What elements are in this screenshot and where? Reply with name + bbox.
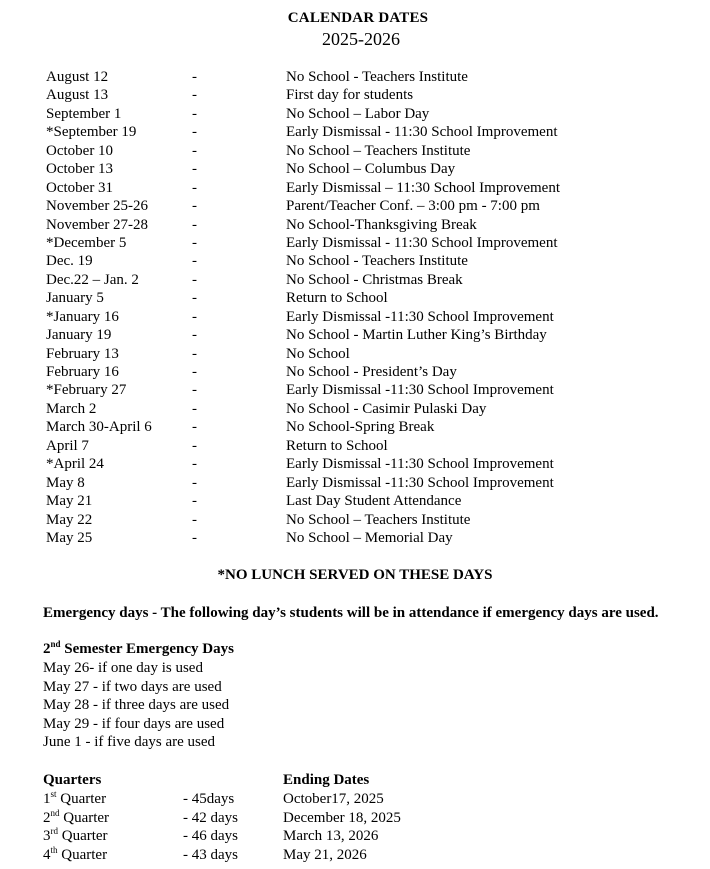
quarter-days: - 46 days bbox=[183, 828, 238, 844]
quarter-row bbox=[0, 790, 710, 809]
event-description: Parent/Teacher Conf. – 3:00 pm - 7:00 pm bbox=[286, 198, 540, 215]
event-row bbox=[0, 418, 710, 436]
event-date: Dec. 19 bbox=[46, 253, 93, 270]
event-row bbox=[0, 437, 710, 455]
event-date: March 30-April 6 bbox=[46, 419, 152, 436]
event-date: October 31 bbox=[46, 179, 114, 196]
event-date: Dec.22 – Jan. 2 bbox=[46, 271, 139, 288]
event-separator: - bbox=[192, 69, 197, 85]
emergency-days-list bbox=[43, 659, 229, 752]
event-separator: - bbox=[192, 271, 197, 288]
event-date: May 21 bbox=[46, 493, 93, 510]
event-description: Return to School bbox=[286, 290, 388, 307]
event-row bbox=[0, 86, 710, 104]
event-description: No School - President’s Day bbox=[286, 364, 457, 380]
event-separator: - bbox=[192, 364, 197, 380]
event-separator: - bbox=[192, 400, 197, 417]
event-separator: - bbox=[192, 253, 197, 270]
event-row bbox=[0, 326, 710, 344]
event-separator: - bbox=[192, 474, 197, 491]
event-description: Early Dismissal - 11:30 School Improvement bbox=[286, 124, 558, 141]
event-row bbox=[0, 68, 710, 86]
emergency-day-item: May 29 - if four days are used bbox=[43, 715, 225, 732]
event-date: September 1 bbox=[46, 105, 122, 122]
event-separator: - bbox=[192, 124, 197, 141]
event-separator: - bbox=[192, 345, 197, 362]
event-row bbox=[0, 308, 710, 326]
emergency-day-item: May 26- if one day is used bbox=[43, 660, 203, 676]
event-description: Early Dismissal – 11:30 School Improvement bbox=[286, 179, 560, 196]
event-separator: - bbox=[192, 142, 197, 159]
quarter-end-date: March 13, 2026 bbox=[283, 828, 379, 844]
quarter-name: 4th Quarter bbox=[43, 844, 108, 863]
no-lunch-note: *NO LUNCH SERVED ON THESE DAYS bbox=[217, 567, 493, 583]
emergency-days-heading: Emergency days - The following day’s students will be in attendance if emergency days are used. bbox=[43, 605, 659, 621]
event-date: *January 16 bbox=[46, 308, 119, 325]
event-row bbox=[0, 160, 710, 178]
event-description: No School – Memorial Day bbox=[286, 529, 453, 546]
quarter-name: 1st Quarter bbox=[43, 789, 107, 807]
event-separator: - bbox=[192, 456, 197, 473]
event-description: No School - Christmas Break bbox=[286, 271, 463, 288]
event-description: No School-Thanksgiving Break bbox=[286, 216, 477, 233]
event-description: No School - Casimir Pulaski Day bbox=[286, 400, 487, 417]
event-row bbox=[0, 363, 710, 381]
event-description: No School bbox=[286, 345, 350, 362]
event-separator: - bbox=[192, 327, 197, 344]
ending-dates-heading: Ending Dates bbox=[283, 772, 370, 788]
event-separator: - bbox=[192, 419, 197, 436]
event-separator: - bbox=[192, 529, 197, 546]
event-separator: - bbox=[192, 161, 197, 178]
event-description: No School – Columbus Day bbox=[286, 161, 456, 178]
event-separator: - bbox=[192, 308, 197, 325]
quarter-end-date: May 21, 2026 bbox=[283, 846, 367, 863]
event-row bbox=[0, 105, 710, 123]
event-date: January 5 bbox=[46, 290, 104, 307]
page-title: CALENDAR DATES bbox=[287, 10, 429, 26]
event-date: February 13 bbox=[46, 345, 119, 362]
event-description: Last Day Student Attendance bbox=[286, 493, 462, 510]
event-row bbox=[0, 511, 710, 529]
school-year: 2025-2026 bbox=[322, 29, 400, 49]
event-row bbox=[0, 455, 710, 473]
quarter-row bbox=[0, 846, 710, 865]
quarters-heading: Quarters bbox=[43, 772, 102, 788]
event-description: No School – Labor Day bbox=[286, 105, 430, 122]
quarter-end-date: October17, 2025 bbox=[283, 791, 384, 807]
quarter-end-date: December 18, 2025 bbox=[283, 809, 401, 826]
event-description: Early Dismissal -11:30 School Improvement bbox=[286, 308, 554, 325]
event-row bbox=[0, 529, 710, 547]
quarter-days: - 43 days bbox=[183, 846, 238, 863]
event-description: No School - Teachers Institute bbox=[286, 69, 468, 85]
event-date: *February 27 bbox=[46, 382, 127, 399]
quarter-name: 3rd Quarter bbox=[43, 826, 108, 844]
event-date: October 10 bbox=[46, 142, 114, 159]
event-row bbox=[0, 123, 710, 141]
quarter-days: - 45days bbox=[183, 791, 235, 807]
event-row bbox=[0, 381, 710, 399]
event-separator: - bbox=[192, 179, 197, 196]
event-date: May 22 bbox=[46, 511, 93, 528]
semester-emergency-heading: 2nd Semester Emergency Days bbox=[43, 639, 234, 657]
event-separator: - bbox=[192, 234, 197, 251]
event-description: No School – Teachers Institute bbox=[286, 142, 471, 159]
event-date: October 13 bbox=[46, 161, 114, 178]
event-row bbox=[0, 197, 710, 215]
event-row bbox=[0, 271, 710, 289]
event-description: Early Dismissal - 11:30 School Improvement bbox=[286, 234, 558, 251]
event-separator: - bbox=[192, 493, 197, 510]
emergency-day-item: June 1 - if five days are used bbox=[43, 734, 216, 750]
event-date: *December 5 bbox=[46, 234, 127, 251]
event-row bbox=[0, 252, 710, 270]
event-row bbox=[0, 400, 710, 418]
event-separator: - bbox=[192, 105, 197, 122]
event-separator: - bbox=[192, 437, 197, 454]
event-row bbox=[0, 492, 710, 510]
event-separator: - bbox=[192, 216, 197, 233]
emergency-day-item: May 27 - if two days are used bbox=[43, 678, 222, 695]
event-description: Early Dismissal -11:30 School Improvement bbox=[286, 474, 554, 491]
event-date: November 27-28 bbox=[46, 216, 149, 233]
event-row bbox=[0, 234, 710, 252]
event-description: No School – Teachers Institute bbox=[286, 511, 471, 528]
event-description: Early Dismissal -11:30 School Improvement bbox=[286, 456, 554, 473]
quarter-name: 2nd Quarter bbox=[43, 807, 110, 826]
event-date: February 16 bbox=[46, 364, 119, 380]
calendar-events-list bbox=[0, 68, 710, 547]
event-date: August 13 bbox=[46, 87, 109, 104]
event-row bbox=[0, 142, 710, 160]
event-description: No School - Teachers Institute bbox=[286, 253, 468, 270]
event-separator: - bbox=[192, 87, 197, 104]
event-row bbox=[0, 474, 710, 492]
event-description: No School - Martin Luther King’s Birthday bbox=[286, 327, 547, 344]
emergency-day-item: May 28 - if three days are used bbox=[43, 697, 230, 713]
event-separator: - bbox=[192, 290, 197, 307]
event-row bbox=[0, 216, 710, 234]
event-separator: - bbox=[192, 198, 197, 215]
event-date: May 25 bbox=[46, 529, 93, 546]
event-row bbox=[0, 289, 710, 307]
event-date: *April 24 bbox=[46, 456, 104, 473]
event-date: November 25-26 bbox=[46, 198, 149, 215]
event-row bbox=[0, 179, 710, 197]
quarter-row bbox=[0, 809, 710, 828]
event-date: *September 19 bbox=[46, 124, 137, 141]
event-description: First day for students bbox=[286, 87, 414, 104]
event-date: March 2 bbox=[46, 400, 97, 417]
event-description: Early Dismissal -11:30 School Improvement bbox=[286, 382, 554, 399]
event-separator: - bbox=[192, 511, 197, 528]
event-row bbox=[0, 345, 710, 363]
event-date: January 19 bbox=[46, 327, 112, 344]
quarter-row bbox=[0, 827, 710, 846]
event-date: August 12 bbox=[46, 69, 109, 85]
event-date: April 7 bbox=[46, 437, 89, 454]
event-description: No School-Spring Break bbox=[286, 419, 435, 436]
quarter-days: - 42 days bbox=[183, 809, 238, 826]
event-separator: - bbox=[192, 382, 197, 399]
event-date: May 8 bbox=[46, 474, 85, 491]
event-description: Return to School bbox=[286, 437, 388, 454]
